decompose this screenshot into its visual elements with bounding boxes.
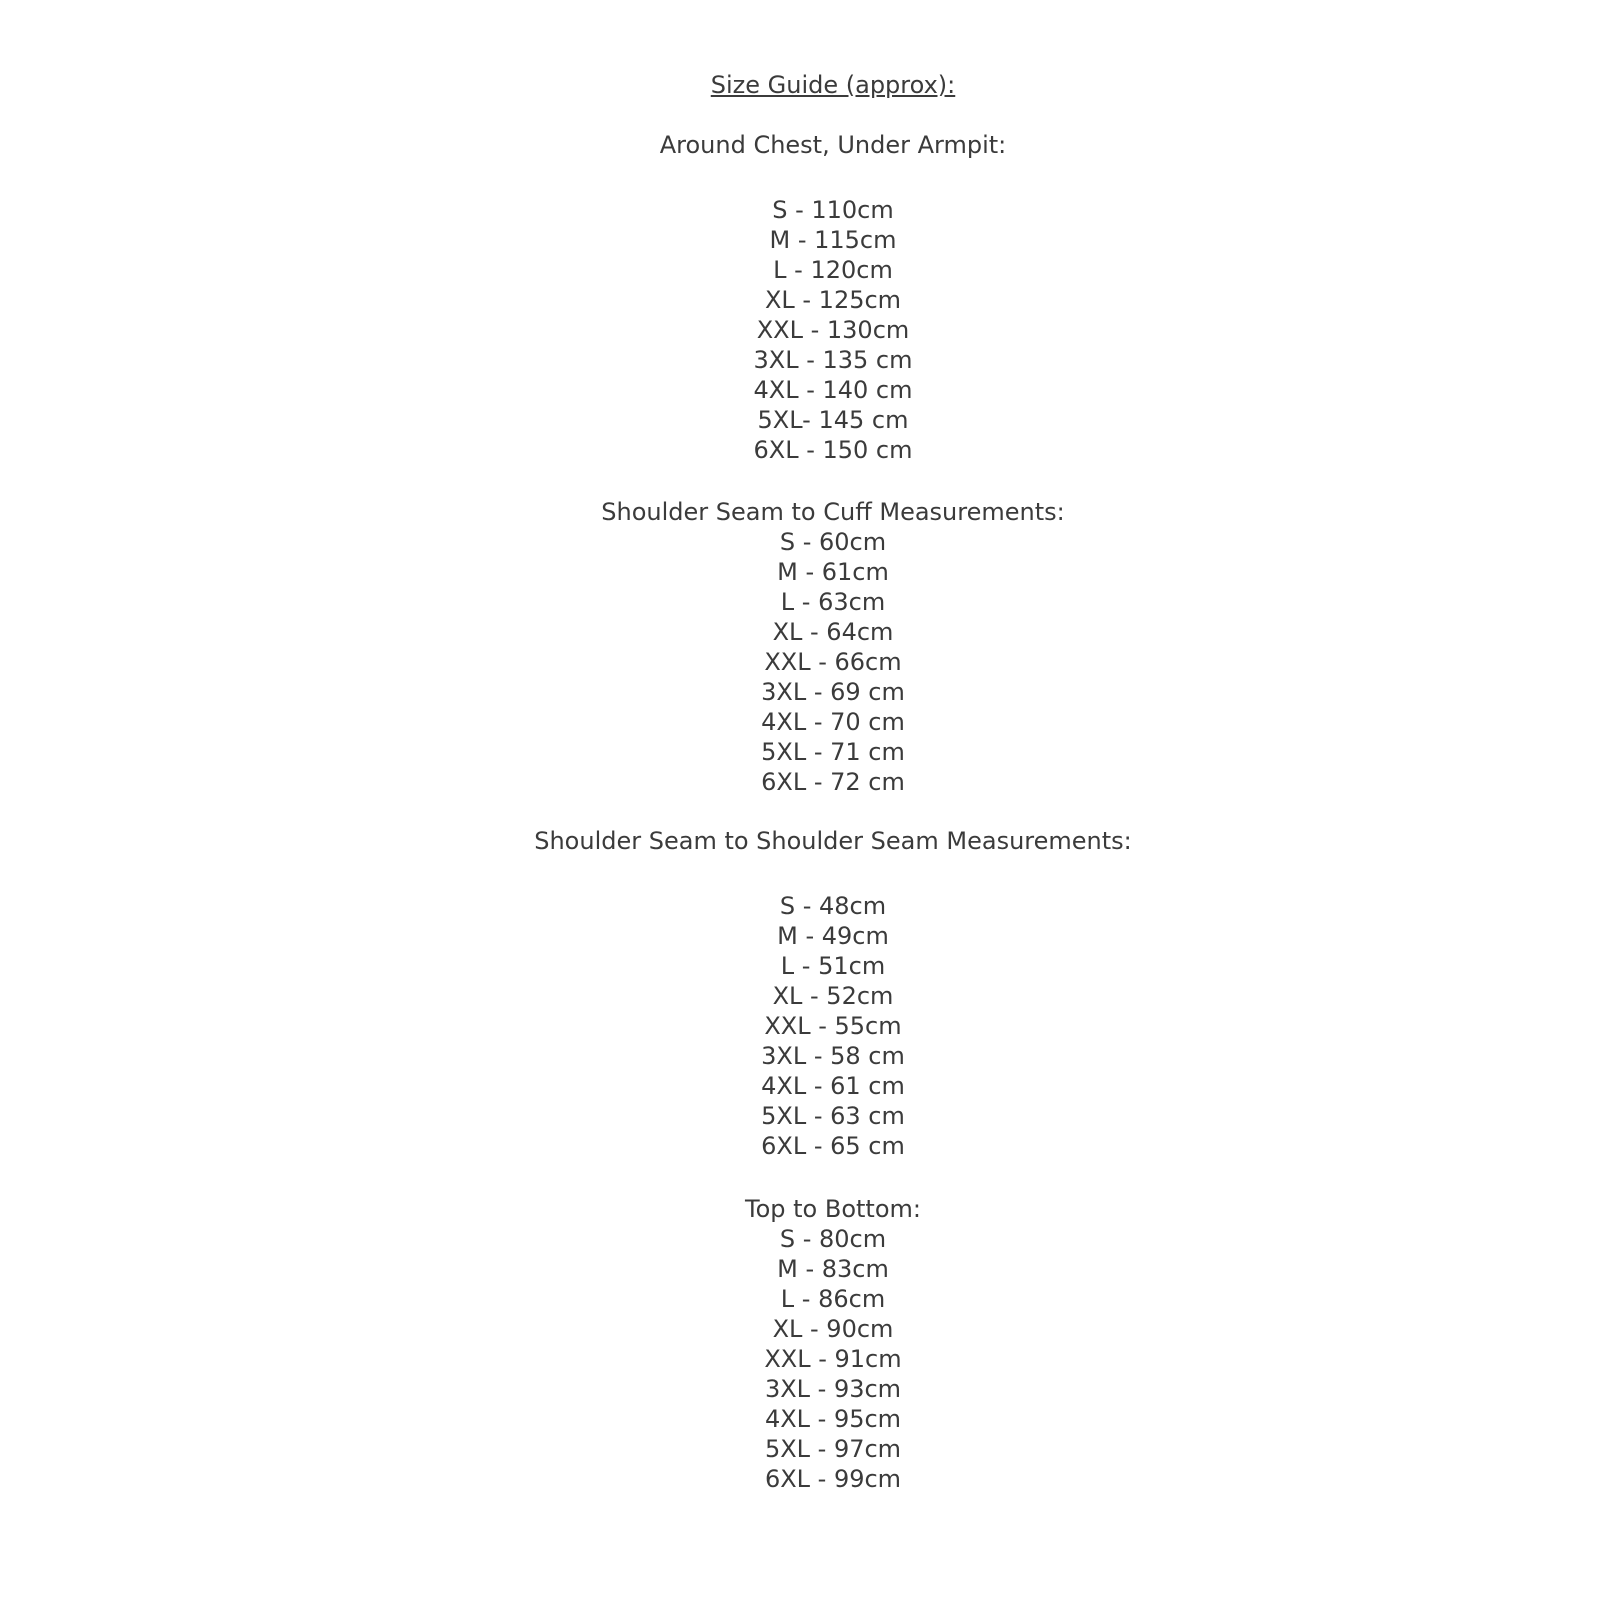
measurement-list-top-to-bottom xyxy=(66,1224,1600,1494)
measurement-list-shoulder-to-shoulder xyxy=(66,891,1600,1161)
section-shoulder-to-shoulder xyxy=(66,826,1600,1161)
measurement-line: S - 110cm xyxy=(772,196,894,224)
measurement-line: 4XL - 140 cm xyxy=(753,376,913,404)
measurement-line: L - 51cm xyxy=(780,952,886,980)
measurement-line: XL - 64cm xyxy=(772,618,894,646)
section-heading-around-chest: Around Chest, Under Armpit: xyxy=(659,131,1007,159)
measurement-line: 4XL - 70 cm xyxy=(761,708,905,736)
measurement-line: XXL - 66cm xyxy=(764,648,902,676)
measurement-line: 3XL - 58 cm xyxy=(761,1042,905,1070)
measurement-line: 3XL - 135 cm xyxy=(753,346,913,374)
measurement-line: L - 86cm xyxy=(780,1285,886,1313)
measurement-line: S - 60cm xyxy=(779,528,887,556)
measurement-line: 5XL - 71 cm xyxy=(761,738,905,766)
measurement-list-shoulder-to-cuff xyxy=(66,527,1600,797)
measurement-line: XL - 52cm xyxy=(772,982,894,1010)
section-shoulder-to-cuff xyxy=(66,497,1600,797)
measurement-line: S - 80cm xyxy=(779,1225,887,1253)
measurement-line: 6XL - 150 cm xyxy=(753,436,913,464)
measurement-line: 3XL - 69 cm xyxy=(761,678,905,706)
measurement-line: XXL - 130cm xyxy=(756,316,910,344)
measurement-line: 5XL- 145 cm xyxy=(757,406,909,434)
page-title: Size Guide (approx): xyxy=(710,71,956,99)
measurement-line: XXL - 91cm xyxy=(764,1345,902,1373)
measurement-line: M - 49cm xyxy=(777,922,889,950)
section-top-to-bottom xyxy=(66,1194,1600,1494)
measurement-line: L - 120cm xyxy=(773,256,893,284)
measurement-line: 6XL - 72 cm xyxy=(761,768,905,796)
measurement-line: M - 83cm xyxy=(777,1255,889,1283)
measurement-line: 4XL - 95cm xyxy=(764,1405,902,1433)
measurement-list-around-chest xyxy=(66,195,1600,465)
measurement-line: 5XL - 97cm xyxy=(764,1435,902,1463)
measurement-line: 6XL - 99cm xyxy=(764,1465,902,1493)
measurement-line: XXL - 55cm xyxy=(764,1012,902,1040)
measurement-line: 6XL - 65 cm xyxy=(761,1132,905,1160)
measurement-line: L - 63cm xyxy=(780,588,886,616)
measurement-line: 3XL - 93cm xyxy=(764,1375,902,1403)
size-guide-document xyxy=(66,0,1600,1494)
measurement-line: XL - 125cm xyxy=(764,286,902,314)
measurement-line: M - 61cm xyxy=(777,558,889,586)
measurement-line: 4XL - 61 cm xyxy=(761,1072,905,1100)
section-heading-top-to-bottom: Top to Bottom: xyxy=(745,1195,921,1223)
section-heading-shoulder-to-shoulder: Shoulder Seam to Shoulder Seam Measurements: xyxy=(534,827,1132,855)
section-heading-shoulder-to-cuff: Shoulder Seam to Cuff Measurements: xyxy=(601,498,1065,526)
measurement-line: XL - 90cm xyxy=(772,1315,894,1343)
measurement-line: M - 115cm xyxy=(769,226,897,254)
measurement-line: S - 48cm xyxy=(779,892,887,920)
measurement-line: 5XL - 63 cm xyxy=(761,1102,905,1130)
section-around-chest xyxy=(66,130,1600,465)
